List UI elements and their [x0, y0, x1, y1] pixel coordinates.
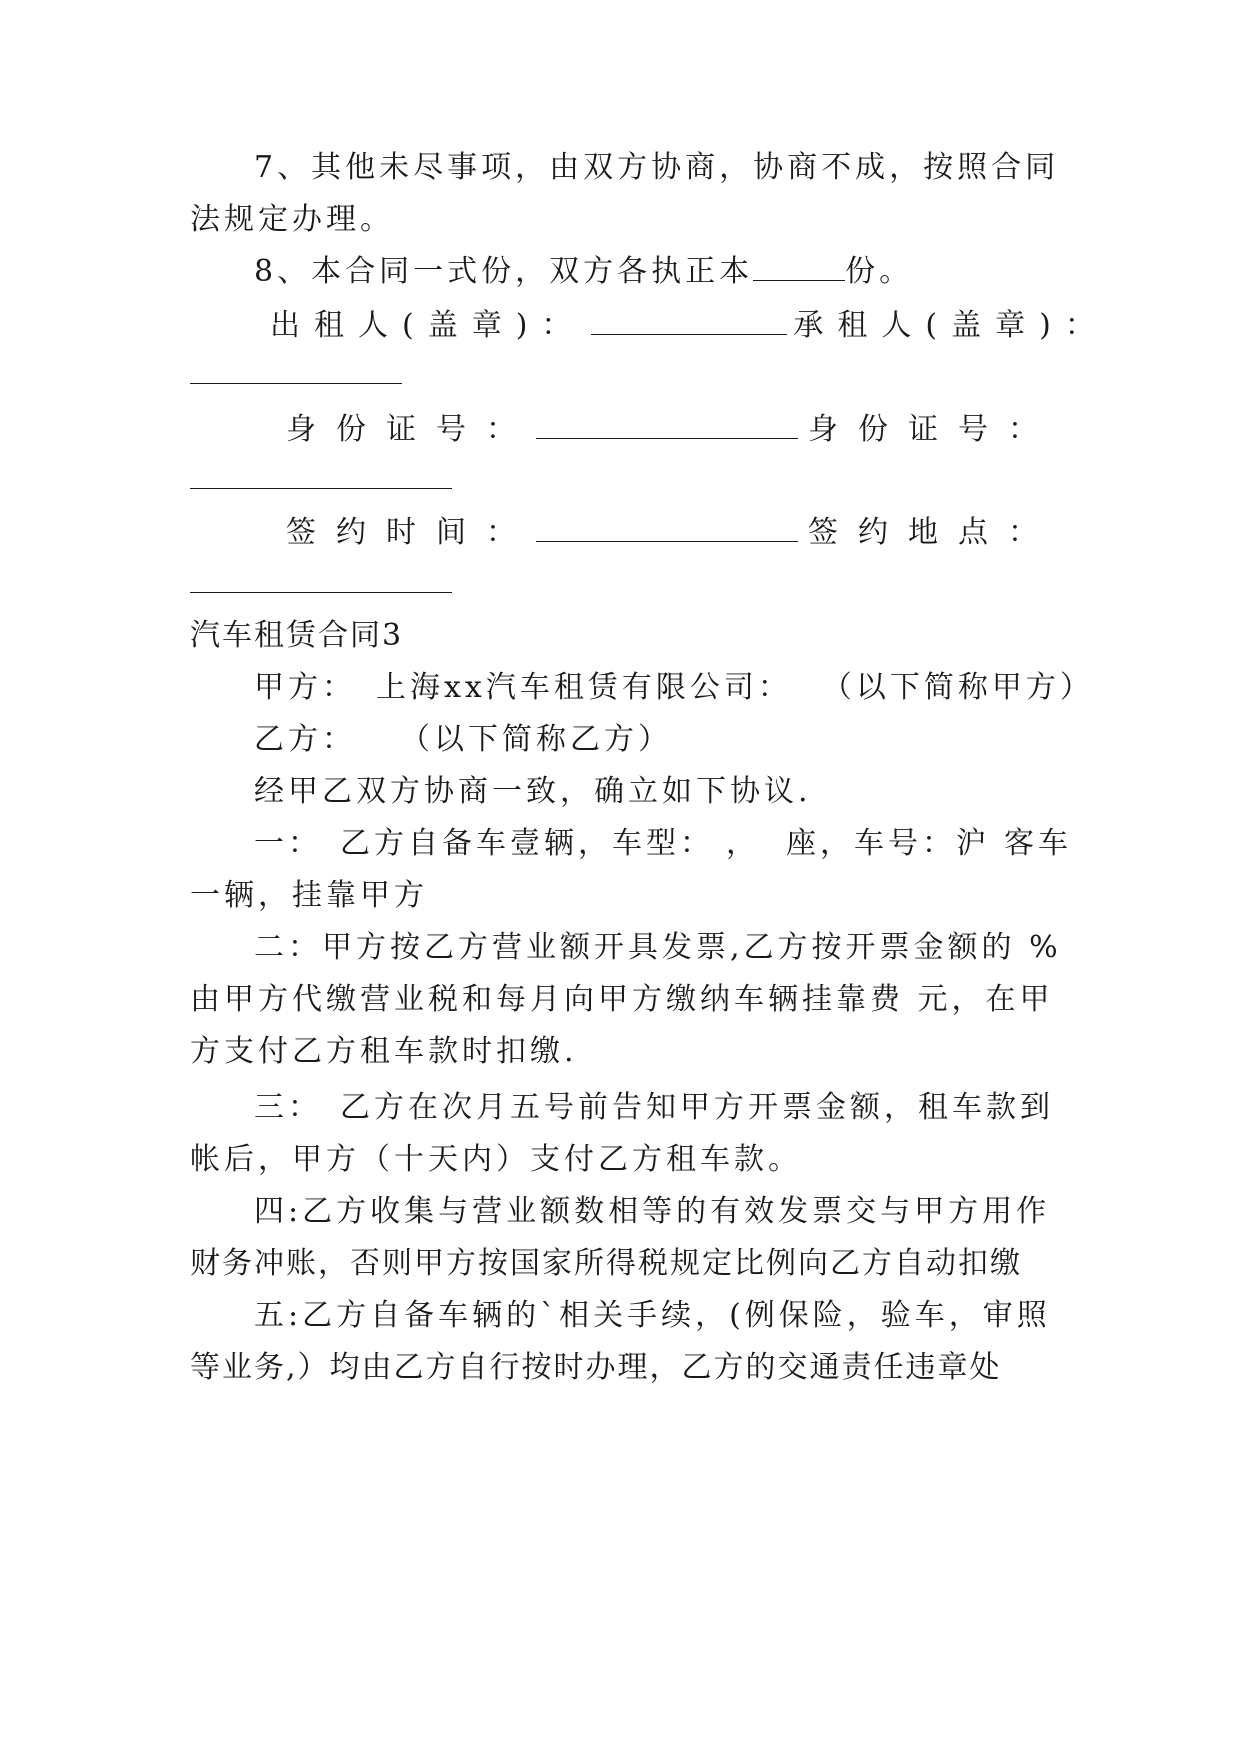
clause-1-line-1: [254, 824, 1072, 864]
item-8-prefix: 8、本合同一式份，双方各执正本: [254, 254, 754, 289]
clause-3-line-2: 帐后，甲方（十天内）支付乙方租车款。: [190, 1142, 802, 1177]
lessor-blank: [591, 308, 787, 335]
id-label-right: 身份证号：: [808, 412, 1058, 447]
clause-5-line-2: 等业务,）均由乙方自行按时办理，乙方的交通责任违章处: [190, 1350, 1002, 1385]
party-a-label: 甲方：: [254, 670, 356, 705]
item-7-line-1: 7、其他未尽事项，由双方协商，协商不成，按照合同: [254, 150, 1060, 185]
id-label-left: 身份证号：: [286, 412, 536, 447]
lessor-label: 出租人(盖章)：: [270, 308, 586, 343]
party-a-name: 上海xx汽车租赁有限公司：: [376, 670, 792, 705]
party-b-label: 乙方：: [254, 722, 356, 757]
party-a-note: （以下简称甲方）: [821, 670, 1094, 705]
contract-3-title: 汽车租赁合同3: [190, 618, 404, 653]
sign-time-label: 签约时间：: [286, 515, 536, 550]
clause-1-text-d: 客车: [1004, 826, 1072, 861]
clause-1-text-c: 座，车号：沪: [786, 826, 990, 861]
lessee-label: 承租人(盖章)：: [793, 308, 1109, 343]
id-blank-right-line: [190, 488, 452, 489]
party-b-row: [254, 720, 672, 760]
id-blank-left: [536, 412, 798, 439]
clause-3-number: 三：: [254, 1090, 322, 1125]
sign-time-place-row: [286, 513, 1058, 553]
clause-1-text-b: ，: [726, 826, 760, 861]
clause-1-number: 一：: [254, 826, 322, 861]
clause-1-text-a: 乙方自备车壹辆，车型：: [340, 826, 714, 861]
clause-3-text: 乙方在次月五号前告知甲方开票金额，租车款到: [340, 1090, 1054, 1125]
sign-time-blank: [536, 515, 798, 542]
id-number-row: [286, 410, 1058, 450]
lessee-signature-line: [190, 383, 402, 384]
clause-5-line-1: 五:乙方自备车辆的`相关手续，(例保险，验车，审照: [254, 1298, 1051, 1333]
sign-place-line: [190, 592, 452, 593]
clause-2-line-2: 由甲方代缴营业税和每月向甲方缴纳车辆挂靠费 元，在甲: [190, 982, 1054, 1017]
agreement-intro: 经甲乙双方协商一致，确立如下协议.: [254, 774, 812, 809]
copies-blank: [753, 254, 845, 281]
clause-2-line-1: 二：甲方按乙方营业额开具发票,乙方按开票金额的 %: [254, 930, 1062, 965]
lessor-signature-row: [270, 306, 1109, 346]
item-7-line-2: 法规定办理。: [190, 202, 394, 237]
party-a-row: [254, 668, 1094, 708]
party-b-note: （以下简称乙方）: [400, 722, 672, 757]
clause-4-line-1: 四:乙方收集与营业额数相等的有效发票交与甲方用作: [254, 1194, 1051, 1229]
item-8-suffix: 份。: [845, 254, 914, 289]
clause-2-line-3: 方支付乙方租车款时扣缴.: [190, 1034, 578, 1069]
clause-1-line-2: 一辆，挂靠甲方: [190, 878, 428, 913]
item-8: [254, 252, 913, 292]
clause-3-line-1: [254, 1088, 1054, 1128]
clause-4-line-2: 财务冲账，否则甲方按国家所得税规定比例向乙方自动扣缴: [190, 1246, 1022, 1281]
sign-place-label: 签约地点：: [808, 515, 1058, 550]
